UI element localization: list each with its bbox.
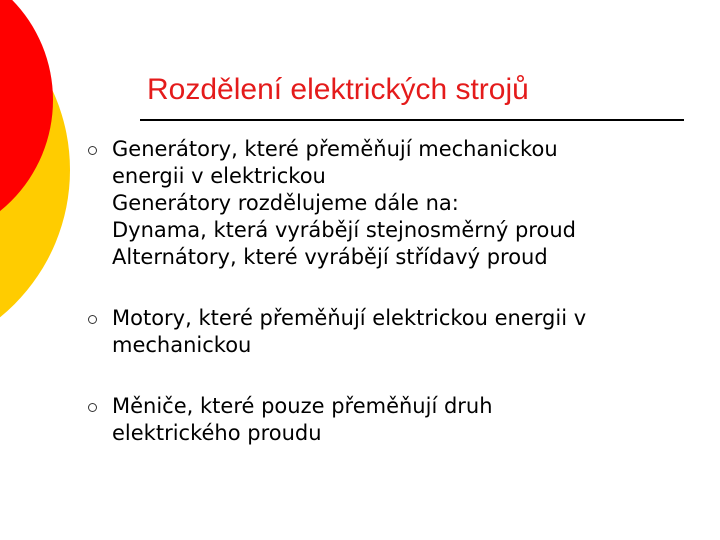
hollow-circle-bullet-icon [88, 403, 97, 412]
bullet-line: energii v elektrickou [112, 164, 326, 188]
title-underline [140, 119, 684, 121]
hollow-circle-bullet-icon [88, 146, 97, 155]
bullet-line: Měniče, které pouze přeměňují druh [112, 394, 493, 418]
bullet-item-generators [84, 136, 704, 271]
bullet-line: Generátory, které přeměňují mechanickou [112, 137, 558, 161]
slide-title: Rozdělení elektrických strojů [147, 73, 529, 106]
bullet-line: elektrického proudu [112, 421, 322, 445]
hollow-circle-bullet-icon [88, 315, 97, 324]
bullet-line: mechanickou [112, 333, 252, 357]
bullet-line: Alternátory, které vyrábějí střídavý proud [112, 245, 548, 269]
bullet-line: Motory, které přeměňují elektrickou energii v [112, 306, 587, 330]
bullet-list [84, 136, 704, 447]
bullet-line: Dynama, která vyrábějí stejnosměrný proud [112, 218, 576, 242]
bullet-item-motors [84, 305, 704, 359]
bullet-item-converters [84, 393, 704, 447]
bullet-line: Generátory rozdělujeme dále na: [112, 191, 459, 215]
